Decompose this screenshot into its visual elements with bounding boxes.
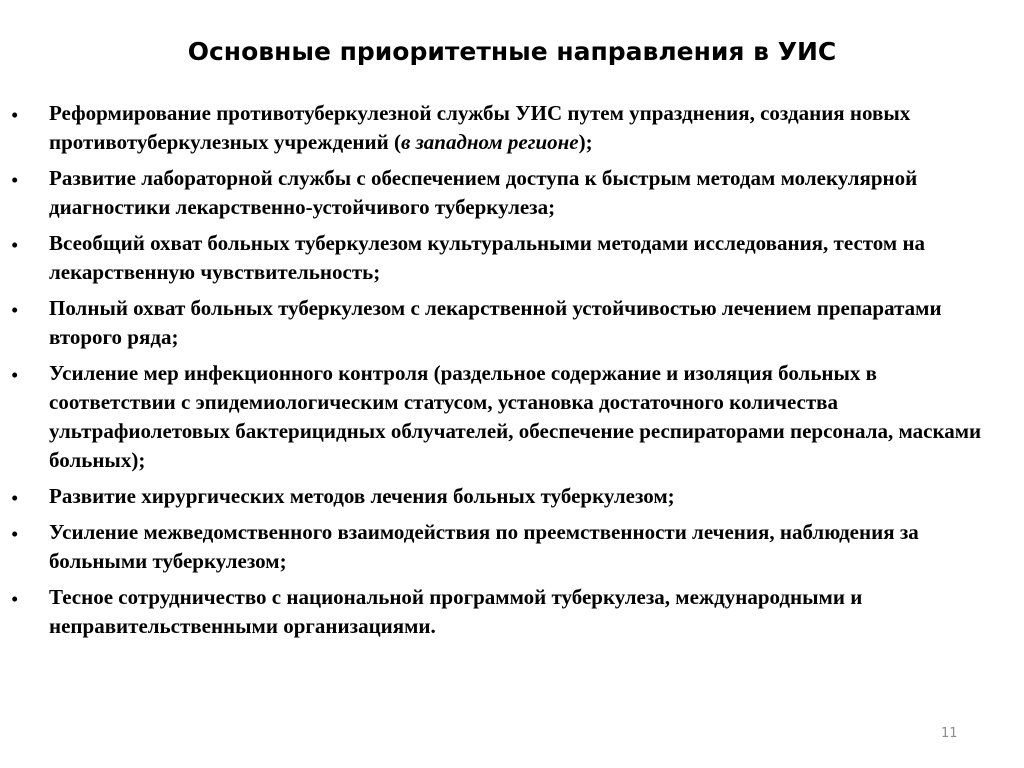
bullet-icon: •	[11, 298, 19, 322]
page-number: 11	[941, 726, 958, 741]
bullet-icon: •	[11, 103, 19, 127]
bullet-text-suffix: );	[578, 130, 593, 154]
bullet-text-main: Реформирование противотуберкулезной службы УИС путем упразднения, создания новых противотуберкулезных учреждений (	[49, 101, 911, 154]
bullet-text: Усиление мер инфекционного контроля (раздельное содержание и изоляция больных в соответствии с эпидемиологическим статусом, установка достаточного количества ультрафиолетовых бактерицидных облучателей, обеспечение респираторами персонала, масками больных);	[49, 361, 982, 472]
bullet-item-4	[0, 294, 1024, 352]
bullet-icon: •	[11, 587, 19, 611]
bullet-text: Всеобщий охват больных туберкулезом культуральными методами исследования, тестом на лекарственную чувствительность;	[49, 231, 926, 284]
bullet-text-italic: в западном регионе	[400, 130, 579, 154]
bullet-item-6	[0, 482, 1024, 511]
bullet-text: Полный охват больных туберкулезом с лекарственной устойчивостью лечением препаратами второго ряда;	[49, 296, 942, 349]
bullet-icon: •	[11, 168, 19, 192]
bullet-item-3	[0, 229, 1024, 287]
bullet-icon: •	[11, 233, 19, 257]
bullet-list	[0, 99, 1024, 648]
bullet-item-2	[0, 164, 1024, 222]
bullet-icon: •	[11, 363, 19, 387]
bullet-icon: •	[11, 522, 19, 546]
slide-title: Основные приоритетные направления в УИС	[187, 37, 837, 66]
bullet-text	[49, 99, 1004, 157]
bullet-item-8	[0, 583, 1024, 641]
bullet-icon: •	[11, 486, 19, 510]
bullet-item-7	[0, 518, 1024, 576]
bullet-item-1	[0, 99, 1024, 157]
bullet-text: Развитие хирургических методов лечения больных туберкулезом;	[49, 484, 675, 508]
bullet-item-5	[0, 359, 1024, 475]
bullet-text: Развитие лабораторной службы с обеспечением доступа к быстрым методам молекулярной диагностики лекарственно-устойчивого туберкулеза;	[49, 166, 918, 219]
bullet-text: Тесное сотрудничество с национальной программой туберкулеза, международными и неправительственными организациями.	[49, 585, 863, 638]
bullet-text: Усиление межведомственного взаимодействия по преемственности лечения, наблюдения за больными туберкулезом;	[49, 520, 919, 573]
